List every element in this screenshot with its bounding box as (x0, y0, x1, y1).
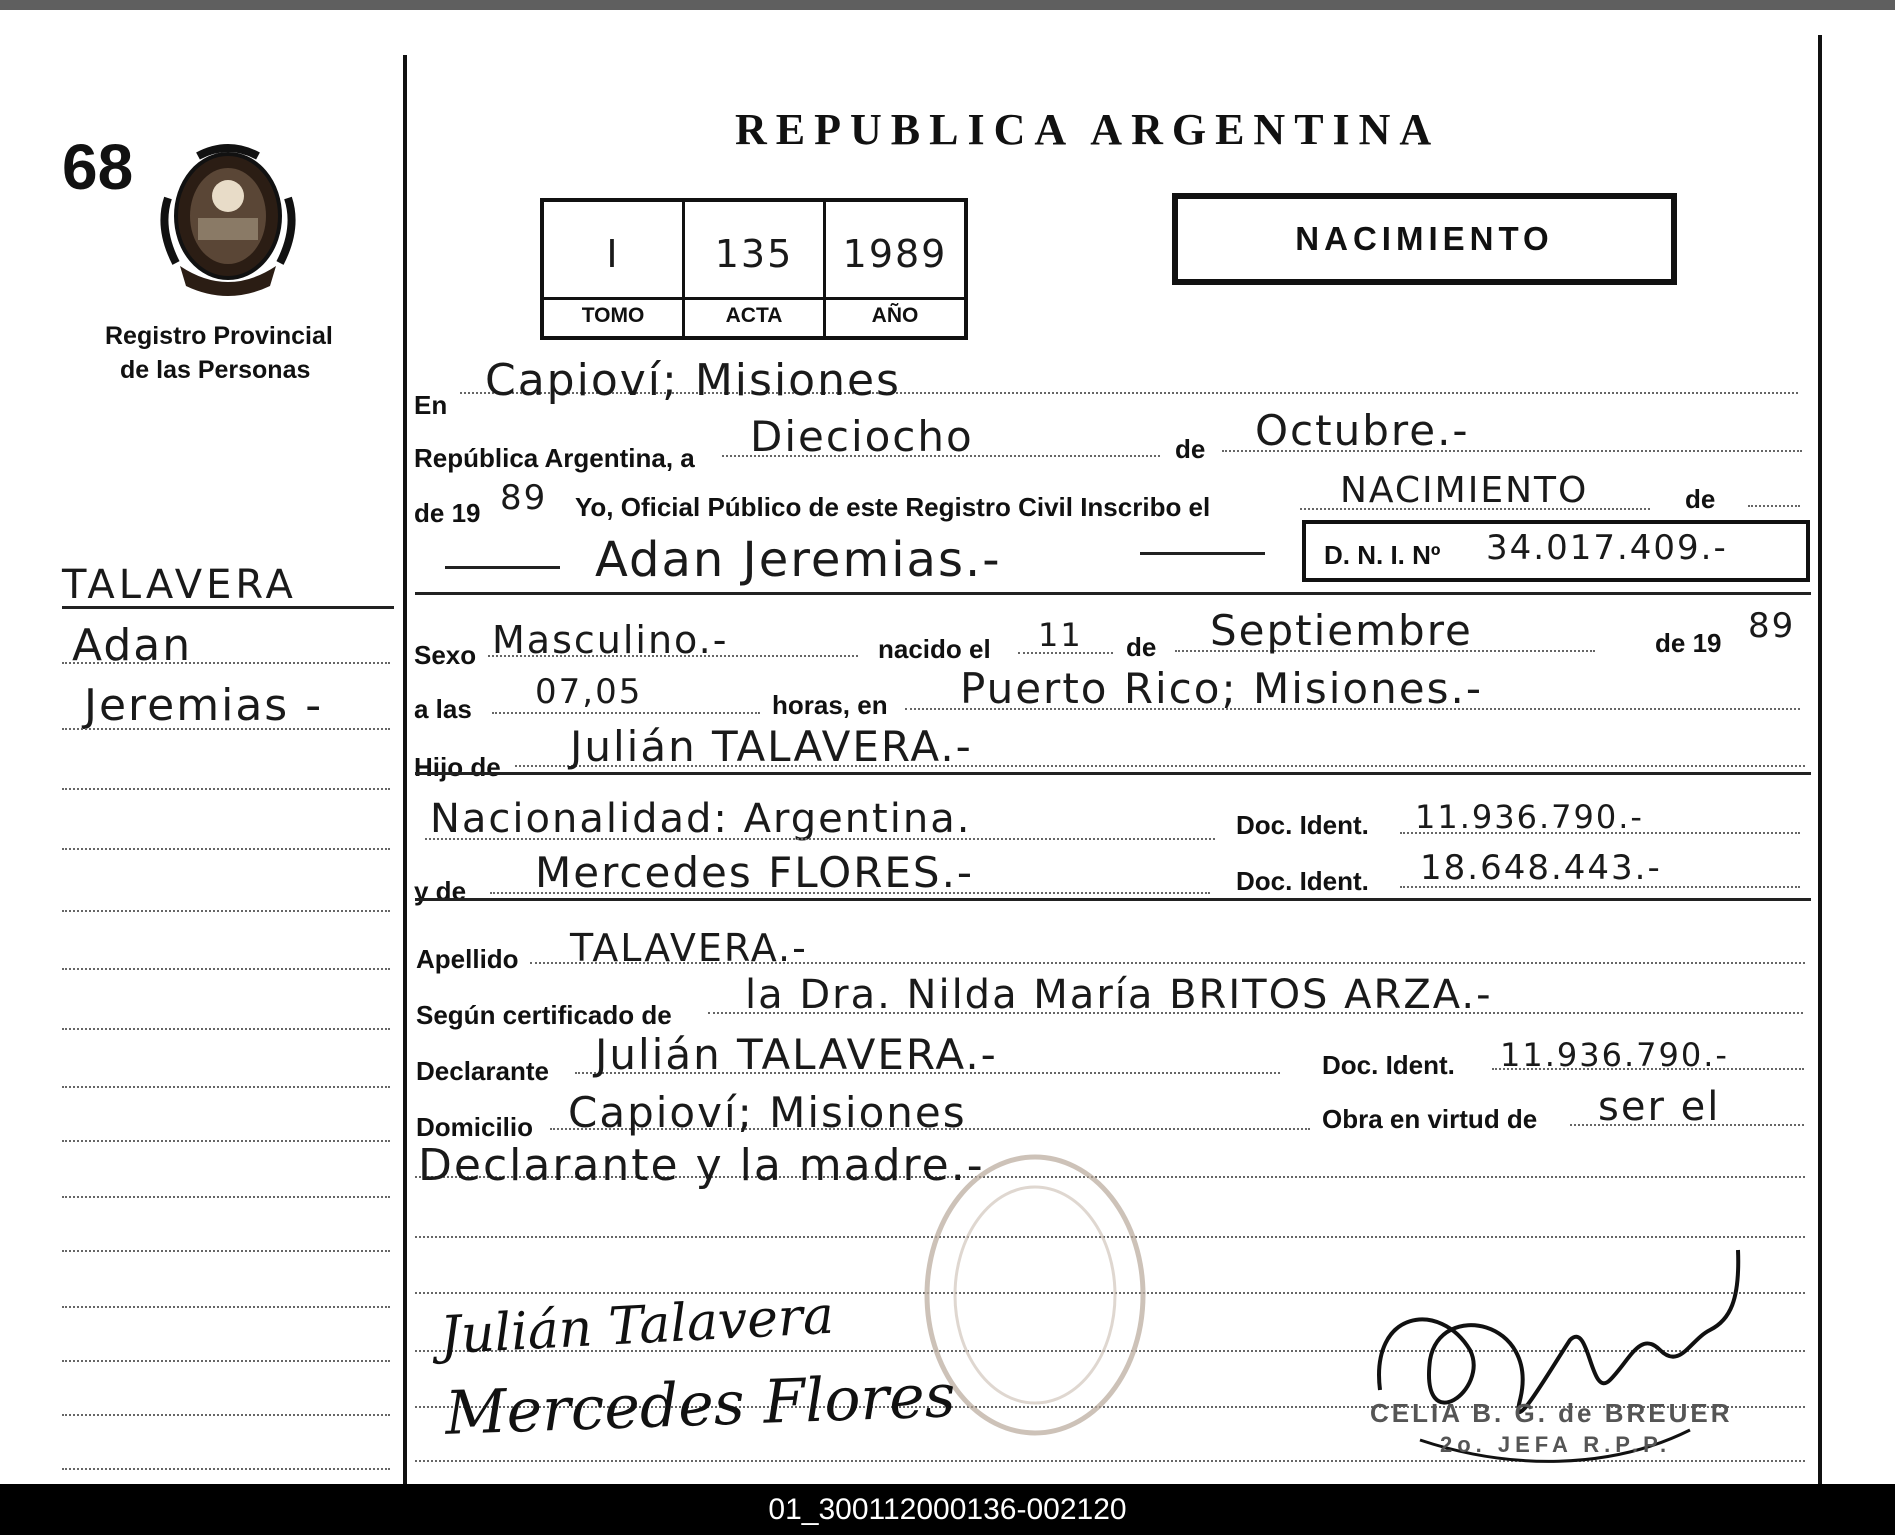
label-yo: Yo, Oficial Público de este Registro Civil Inscribo el (575, 492, 1211, 522)
dash-line (445, 566, 560, 569)
label-de-19b: de 19 (1655, 628, 1722, 658)
sidebar-line (62, 1028, 390, 1030)
label-dni: D. N. I. Nº (1324, 540, 1441, 570)
field-basis: ser el (1598, 1084, 1721, 1130)
sidebar-line (62, 1306, 390, 1308)
sidebar-name-1: Adan (72, 620, 193, 671)
sidebar-line (62, 662, 390, 664)
sidebar-line (62, 1360, 390, 1362)
mother-signature: Mercedes Flores (443, 1361, 957, 1449)
label-domicilio: Domicilio (416, 1112, 534, 1142)
field-birth-day: 11 (1038, 616, 1083, 654)
label-declarante: Declarante (416, 1056, 549, 1086)
label-de-19: de 19 (414, 498, 481, 528)
sidebar-line (62, 968, 390, 970)
field-father: Julián TALAVERA.- (570, 722, 973, 771)
field-residence: Capioví; Misiones (568, 1088, 967, 1137)
field-birth-month: Septiembre (1210, 606, 1473, 655)
sidebar-line (62, 1196, 390, 1198)
field-declarant: Julián TALAVERA.- (595, 1030, 998, 1079)
field-act-word: NACIMIENTO (1340, 470, 1589, 511)
field-surname: TALAVERA.- (570, 926, 808, 970)
label-segun: Según certificado de (416, 1000, 672, 1030)
file-id-footer: 01_300112000136-002120 (0, 1484, 1895, 1535)
officer-title: 2o. JEFA R.P.P. (1440, 1432, 1672, 1457)
coat-of-arms-seal (158, 138, 298, 298)
sidebar-line (62, 788, 390, 790)
field-month: Octubre.- (1255, 406, 1470, 455)
label-hijo: Hijo de (414, 752, 501, 782)
field-birth-place: Puerto Rico; Misiones.- (960, 664, 1483, 713)
dotted-line (1748, 505, 1800, 507)
sidebar-surname: TALAVERA (62, 562, 297, 608)
page-number: 68 (62, 131, 134, 203)
sidebar-line (62, 1468, 390, 1470)
dash-line (1140, 552, 1265, 555)
sidebar-line (62, 1086, 390, 1088)
column-divider (403, 55, 407, 1485)
field-father-doc: 11.936.790.- (1415, 798, 1644, 836)
ano-cell (826, 202, 964, 336)
tomo-label: TOMO (544, 297, 682, 328)
sidebar-line (62, 848, 390, 850)
dni-box (1302, 520, 1810, 582)
label-horas: horas, en (772, 690, 888, 720)
ano-label: AÑO (826, 297, 964, 328)
dotted-line (492, 712, 760, 714)
sidebar-line (62, 728, 390, 730)
sidebar-divider (62, 606, 394, 609)
father-signature: Julián Talavera (438, 1285, 836, 1367)
sidebar-line (62, 1250, 390, 1252)
field-certifier: la Dra. Nilda María BRITOS ARZA.- (745, 972, 1493, 1018)
sidebar-line (62, 910, 390, 912)
sidebar-name-2: Jeremias - (84, 680, 324, 731)
field-sex: Masculino.- (492, 618, 729, 662)
registry-name-line2: de las Personas (120, 356, 311, 384)
label-a-las: a las (414, 694, 472, 724)
field-mother: Mercedes FLORES.- (535, 848, 975, 897)
label-de: de (1175, 434, 1206, 464)
tomo-cell (544, 202, 685, 336)
field-dni-number: 34.017.409.- (1486, 528, 1728, 568)
label-republica: República Argentina, a (414, 443, 695, 473)
top-edge (0, 0, 1895, 10)
field-birth-year: 89 (1748, 606, 1796, 646)
field-day-words: Dieciocho (750, 412, 974, 461)
dotted-line (425, 838, 1215, 840)
section-divider (415, 592, 1811, 595)
label-sexo: Sexo (414, 640, 477, 670)
label-en: En (414, 390, 448, 420)
field-place: Capioví; Misiones (485, 355, 901, 406)
acta-cell (685, 202, 826, 336)
acta-value: 135 (714, 232, 794, 276)
country-title: REPUBLICA ARGENTINA (735, 105, 1441, 154)
right-border (1818, 35, 1822, 1485)
label-doc-ident: Doc. Ident. (1236, 866, 1369, 896)
field-declarant-doc: 11.936.790.- (1500, 1036, 1729, 1074)
section-divider (415, 772, 1811, 775)
ano-value: 1989 (842, 232, 948, 276)
section-divider (415, 898, 1811, 901)
sidebar-line (62, 1140, 390, 1142)
officer-name: CELIA B. G. de BREUER (1370, 1398, 1733, 1428)
act-type-box: NACIMIENTO (1172, 193, 1677, 285)
label-nacido: nacido el (878, 634, 991, 664)
label-apellido: Apellido (416, 944, 519, 974)
registration-table (540, 198, 968, 340)
label-doc-ident: Doc. Ident. (1236, 810, 1369, 840)
field-child-name: Adan Jeremias.- (595, 532, 1002, 588)
field-mother-doc: 18.648.443.- (1420, 848, 1662, 888)
field-year-suffix: 89 (500, 478, 548, 518)
acta-label: ACTA (685, 297, 823, 328)
label-de: de (1685, 484, 1716, 514)
sidebar-line (62, 1414, 390, 1416)
label-doc-ident: Doc. Ident. (1322, 1050, 1455, 1080)
label-obra: Obra en virtud de (1322, 1104, 1538, 1134)
label-de: de (1126, 632, 1157, 662)
tomo-value: I (606, 232, 620, 276)
field-time: 07,05 (535, 672, 643, 712)
label-y-de: y de (414, 876, 467, 906)
registry-name-line1: Registro Provincial (105, 322, 333, 350)
field-nationality: Nacionalidad: Argentina. (430, 796, 972, 842)
field-basis-cont: Declarante y la madre.- (418, 1140, 985, 1191)
